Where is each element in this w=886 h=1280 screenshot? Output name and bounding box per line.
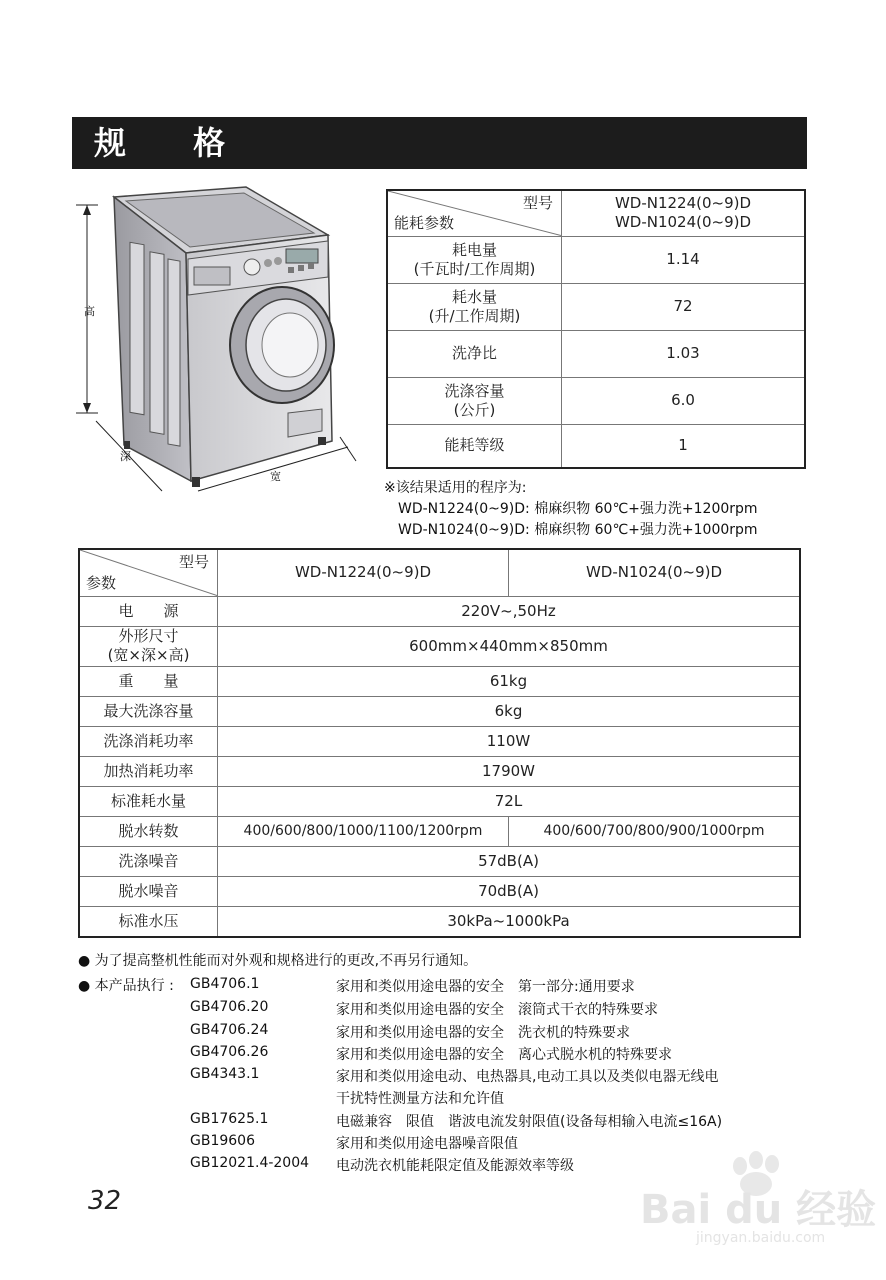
standard-desc: 家用和类似用途电器噪音限值 <box>336 1136 518 1152</box>
washing-machine-illustration <box>66 185 366 500</box>
bullet-icon: ● <box>78 953 91 969</box>
energy-table-model-header <box>562 190 806 236</box>
height-label: 高 <box>84 305 95 318</box>
spec-label: 最大洗涤容量 <box>79 696 218 726</box>
label-line: 外形尺寸 <box>118 627 179 645</box>
spec-label: 脱水转数 <box>79 816 218 846</box>
label-line: 耗水量 <box>451 287 497 306</box>
spec-value: 72L <box>218 786 801 816</box>
standard-desc: 家用和类似用途电器的安全 洗衣机的特殊要求 <box>336 1025 630 1041</box>
spec-value: 1790W <box>218 756 801 786</box>
standards-intro-text: 本产品执行 : <box>94 978 174 994</box>
spec-value: 57dB(A) <box>218 846 801 876</box>
row-label <box>387 236 562 283</box>
spec-label: 重 量 <box>79 666 218 696</box>
notice <box>78 951 477 972</box>
standard-code: GB17625.1 <box>190 1111 269 1127</box>
program-note-line: WD-N1024(0~9)D: 棉麻织物 60℃+强力洗+1000rpm <box>398 522 758 538</box>
model-line-1: WD-N1224(0~9)D <box>614 194 752 213</box>
energy-table <box>386 189 806 469</box>
spec-label: 洗涤噪音 <box>79 846 218 876</box>
spec-value: 70dB(A) <box>218 876 801 906</box>
spec-value: 61kg <box>218 666 801 696</box>
row-value: 6.0 <box>562 377 806 424</box>
standard-code: GB19606 <box>190 1133 255 1149</box>
spec-label: 脱水噪音 <box>79 876 218 906</box>
spec-value: 110W <box>218 726 801 756</box>
standard-desc-cont: 干扰特性测量方法和允许值 <box>336 1091 504 1107</box>
model-a-header: WD-N1224(0~9)D <box>218 549 509 596</box>
standard-code: GB4706.1 <box>190 976 260 992</box>
standard-desc: 家用和类似用途电器的安全 滚筒式干衣的特殊要求 <box>336 1002 658 1018</box>
spec-label: 电 源 <box>79 596 218 626</box>
width-label: 宽 <box>270 470 281 483</box>
standard-desc: 电磁兼容 限值 谐波电流发射限值(设备每相输入电流≤16A) <box>336 1114 723 1130</box>
standard-desc: 电动洗衣机能耗限定值及能源效率等级 <box>336 1158 574 1174</box>
label-line: (宽×深×高) <box>107 646 190 664</box>
row-value: 72 <box>562 283 806 330</box>
label-line: (公斤) <box>453 400 496 419</box>
depth-label: 深 <box>120 450 131 463</box>
standard-code: GB4706.26 <box>190 1044 269 1060</box>
row-label <box>387 377 562 424</box>
row-label: 能耗等级 <box>387 424 562 468</box>
corner-param-label: 能耗参数 <box>394 213 455 232</box>
spec-value: 220V~,50Hz <box>218 596 801 626</box>
label-line: 耗电量 <box>451 240 497 259</box>
spec-table <box>78 548 801 938</box>
spec-value: 600mm×440mm×850mm <box>218 626 801 666</box>
row-label: 洗净比 <box>387 330 562 377</box>
standard-code: GB12021.4-2004 <box>190 1155 310 1171</box>
page-number: 32 <box>88 1186 122 1216</box>
model-line-2: WD-N1024(0~9)D <box>614 213 752 232</box>
spec-value-b: 400/600/700/800/900/1000rpm <box>509 816 801 846</box>
row-value: 1 <box>562 424 806 468</box>
baidu-watermark <box>640 1150 880 1264</box>
row-value: 1.14 <box>562 236 806 283</box>
program-note-title: ※该结果适用的程序为: <box>384 480 527 496</box>
program-note-line: WD-N1224(0~9)D: 棉麻织物 60℃+强力洗+1200rpm <box>398 501 758 517</box>
standards-list <box>0 976 886 1176</box>
standard-code: GB4706.24 <box>190 1022 269 1038</box>
watermark-url: jingyan.baidu.com <box>696 1230 826 1246</box>
label-line: (千瓦时/工作周期) <box>413 259 536 278</box>
corner-model-label: 型号 <box>522 194 553 212</box>
standard-code: GB4706.20 <box>190 999 269 1015</box>
spec-label: 标准水压 <box>79 906 218 937</box>
page-title: 规 格 <box>94 124 254 162</box>
standard-desc: 家用和类似用途电器的安全 离心式脱水机的特殊要求 <box>336 1047 672 1063</box>
label-line: 洗涤容量 <box>444 381 505 400</box>
standard-desc: 家用和类似用途电动、电热器具,电动工具以及类似电器无线电 <box>336 1069 719 1085</box>
watermark-brand: Bai du 经验 <box>640 1187 877 1233</box>
spec-value: 30kPa~1000kPa <box>218 906 801 937</box>
spec-label <box>79 626 218 666</box>
corner-param-label: 参数 <box>86 573 117 592</box>
spec-value-a: 400/600/800/1000/1100/1200rpm <box>218 816 509 846</box>
spec-table-corner <box>79 549 218 596</box>
spec-label: 标准耗水量 <box>79 786 218 816</box>
spec-label: 洗涤消耗功率 <box>79 726 218 756</box>
model-b-header: WD-N1024(0~9)D <box>509 549 801 596</box>
notice-text: 为了提高整机性能而对外观和规格进行的更改,不再另行通知。 <box>94 953 478 969</box>
label-line: (升/工作周期) <box>428 306 521 325</box>
row-label <box>387 283 562 330</box>
energy-table-corner <box>387 190 562 236</box>
spec-value: 6kg <box>218 696 801 726</box>
row-value: 1.03 <box>562 330 806 377</box>
bullet-icon: ● <box>78 978 91 994</box>
standard-desc: 家用和类似用途电器的安全 第一部分:通用要求 <box>336 979 635 995</box>
title-bar <box>72 117 807 169</box>
spec-label: 加热消耗功率 <box>79 756 218 786</box>
standard-code: GB4343.1 <box>190 1066 260 1082</box>
corner-model-label: 型号 <box>178 553 209 571</box>
